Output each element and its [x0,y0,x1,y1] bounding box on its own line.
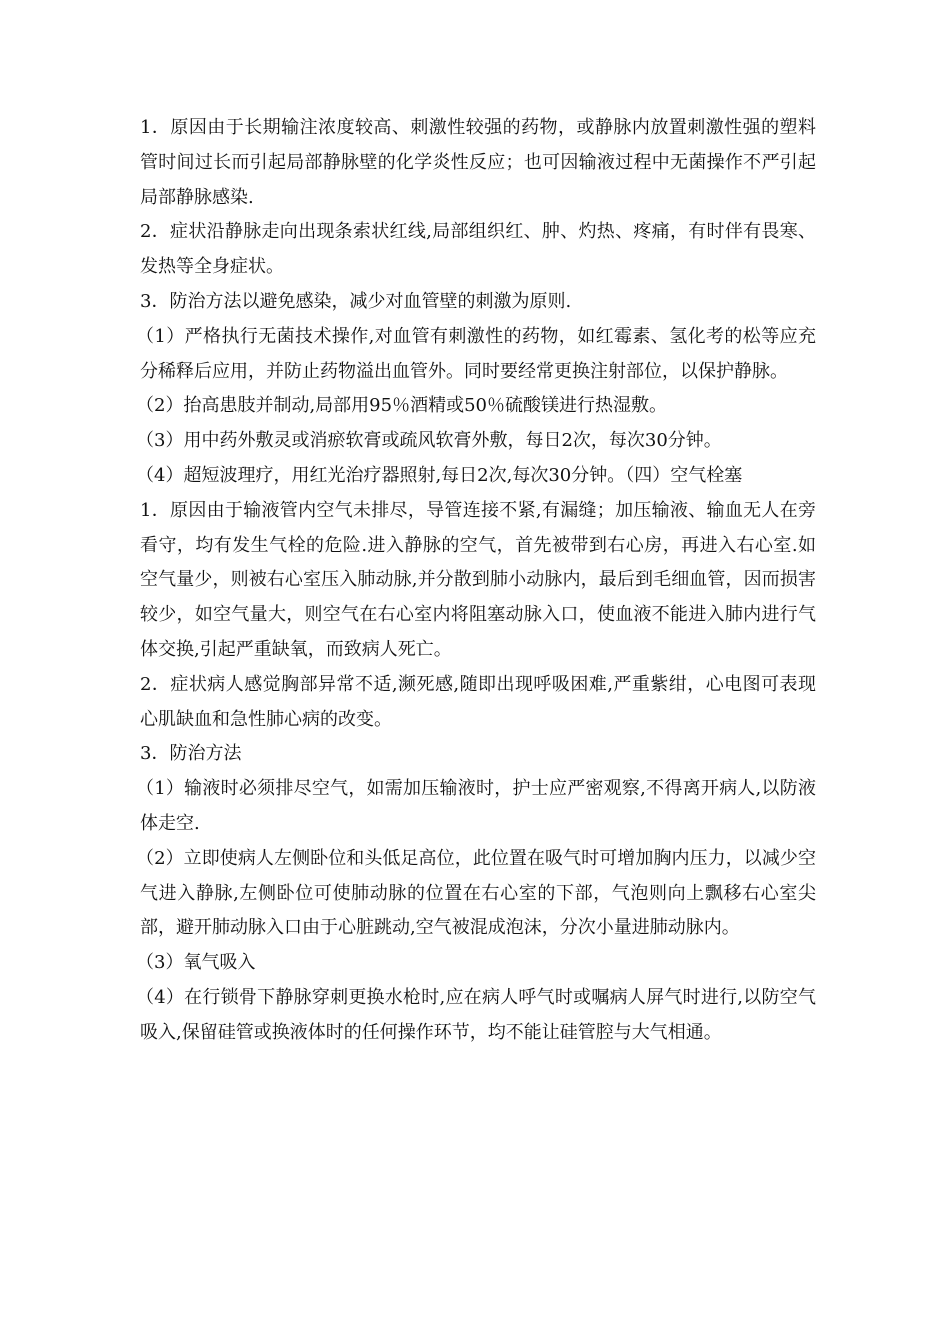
paragraph-phlebitis-prevention: 3．防治方法以避免感染，减少对血管壁的刺激为原则. [140,290,572,312]
document-body [136,111,816,1051]
paragraph-phlebitis-cause: 1．原因由于长期输注浓度较高、刺激性较强的药物，或静脉内放置刺激性强的塑料管时间过长而引起局部静脉壁的化学炎性反应；也可因输液过程中无菌操作不严引起局部静脉感染. [140,117,816,208]
paragraph-phlebitis-step-4: （4）超短波理疗，用红光治疗器照射,每日2次,每次30分钟。（四）空气栓塞 [136,464,743,486]
paragraph-embolism-step-2: （2）立即使病人左侧卧位和头低足高位，此位置在吸气时可增加胸内压力，以减少空气进入静脉,左侧卧位可使肺动脉的位置在右心室的下部，气泡则向上飘移右心室尖部，避开肺动脉入口由于心脏跳动,空气被混成泡沫，分次小量进肺动脉内。 [136,847,816,939]
paragraph-embolism-cause: 1．原因由于输液管内空气未排尽，导管连接不紧,有漏缝；加压输液、输血无人在旁看守，均有发生气栓的危险.进入静脉的空气，首先被带到右心房，再进入右心室.如空气量少，则被右心室压入肺动脉,并分散到肺小动脉内，最后到毛细血管，因而损害较少，如空气量大，则空气在右心室内将阻塞动脉入口，使血液不能进入肺内进行气体交换,引起严重缺氧，而致病人死亡。 [140,499,816,660]
paragraph-embolism-prevention: 3．防治方法 [140,743,242,765]
paragraph-phlebitis-step-1: （1）严格执行无菌技术操作,对血管有刺激性的药物，如红霉素、氢化考的松等应充分稀释后应用，并防止药物溢出血管外。同时要经常更换注射部位，以保护静脉。 [136,325,816,382]
paragraph-embolism-symptoms: 2．症状病人感觉胸部异常不适,濒死感,随即出现呼吸困难,严重紫绀，心电图可表现心肌缺血和急性肺心病的改变。 [140,673,816,730]
paragraph-phlebitis-symptoms: 2．症状沿静脉走向出现条索状红线,局部组织红、肿、灼热、疼痛，有时伴有畏寒、发热等全身症状。 [140,221,816,278]
paragraph-embolism-step-1: （1）输液时必须排尽空气，如需加压输液时，护士应严密观察,不得离开病人,以防液体走空. [136,778,816,834]
paragraph-phlebitis-step-2: （2）抬高患肢并制动,局部用95％酒精或50％硫酸镁进行热湿敷。 [136,395,667,417]
paragraph-phlebitis-step-3: （3）用中药外敷灵或消瘀软膏或疏风软膏外敷，每日2次，每次30分钟。 [136,430,722,452]
paragraph-embolism-step-3: （3）氧气吸入 [136,952,256,974]
paragraph-embolism-step-4: （4）在行锁骨下静脉穿刺更换水枪时,应在病人呼气时或嘱病人屏气时进行,以防空气吸入,保留硅管或换液体时的任何操作环节，均不能让硅管腔与大气相通。 [136,986,816,1043]
